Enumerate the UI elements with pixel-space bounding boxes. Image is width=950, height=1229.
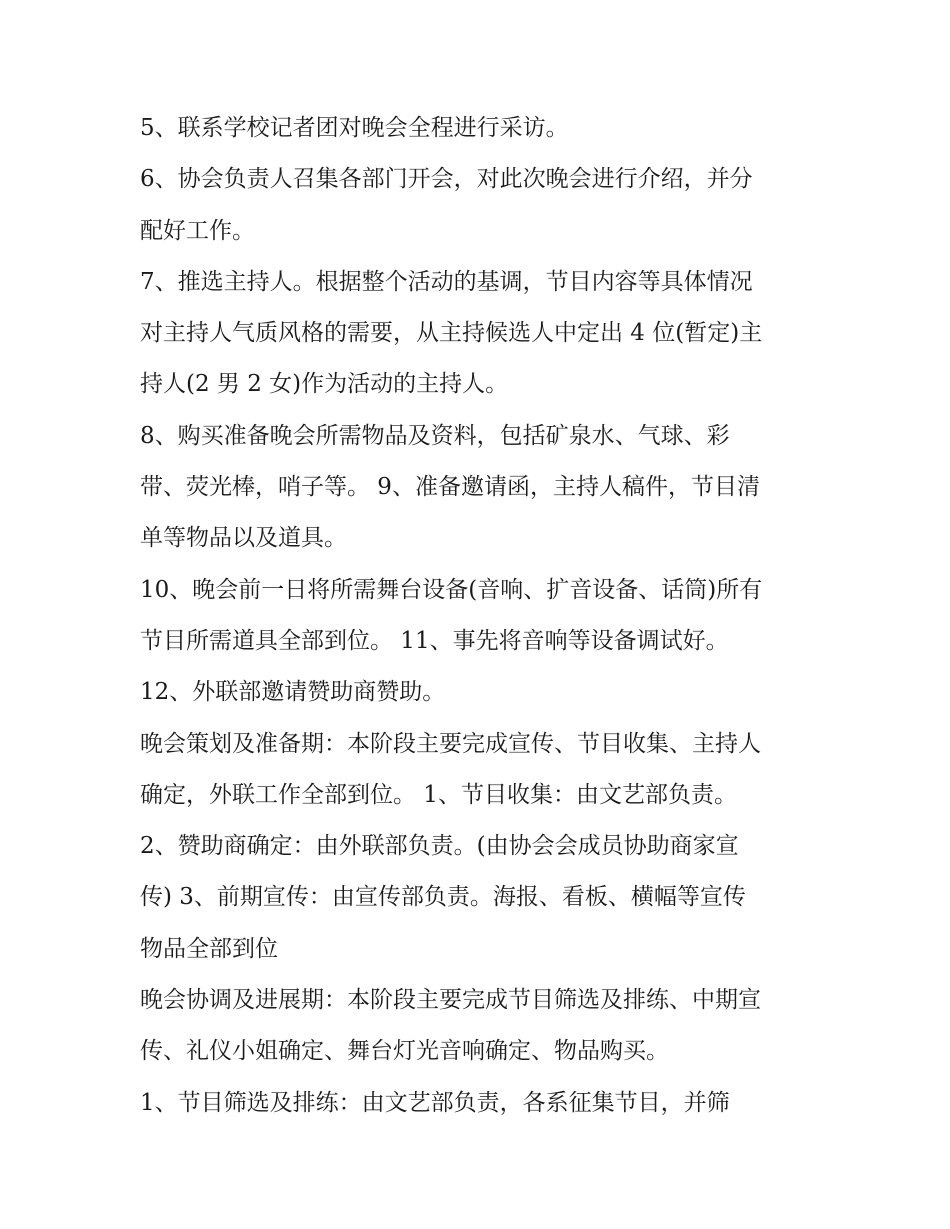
text-line: 8、购买准备晚会所需物品及资料，包括矿泉水、气球、彩 [140,422,730,449]
text-line: 物品全部到位 [140,935,278,962]
text-line: 6、协会负责人召集各部门开会，对此次晚会进行介绍，并分 [140,166,753,193]
text-line: 配好工作。 [140,217,255,244]
text-line: 5、联系学校记者团对晚会全程进行采访。 [140,115,569,141]
text-line: 晚会策划及准备期：本阶段主要完成宣传、节目收集、主持人 [140,730,761,757]
text-line: 对主持人气质风格的需要，从主持候选人中定出 4 位(暂定)主 [140,320,763,347]
text-line: 2、赞助商确定：由外联部负责。(由协会会成员协助商家宣 [140,833,739,860]
text-line: 确定，外联工作全部到位。 1、节目收集：由文艺部负责。 [140,781,737,808]
body-text [140,103,830,1129]
text-line: 持人(2 男 2 女)作为活动的主持人。 [140,371,509,398]
text-line: 12、外联部邀请赞助商赞助。 [140,679,446,706]
text-line: 晚会协调及进展期：本阶段主要完成节目筛选及排练、中期宣 [140,987,761,1014]
text-line: 传) 3、前期宣传：由宣传部负责。海报、看板、横幅等宣传 [140,884,746,911]
text-line: 7、推选主持人。根据整个活动的基调，节目内容等具体情况 [140,268,753,295]
text-line: 10、晚会前一日将所需舞台设备(音响、扩音设备、话筒)所有 [140,576,763,603]
text-line: 节目所需道具全部到位。 11、事先将音响等设备调试好。 [140,627,729,654]
text-line: 带、荧光棒，哨子等。 9、准备邀请函，主持人稿件，节目清 [140,474,760,501]
text-line: 传、礼仪小姐确定、舞台灯光音响确定、物品购买。 [140,1038,669,1065]
text-line: 单等物品以及道具。 [140,525,347,552]
text-line: 1、节目筛选及排练：由文艺部负责，各系征集节目，并筛 [140,1089,730,1116]
